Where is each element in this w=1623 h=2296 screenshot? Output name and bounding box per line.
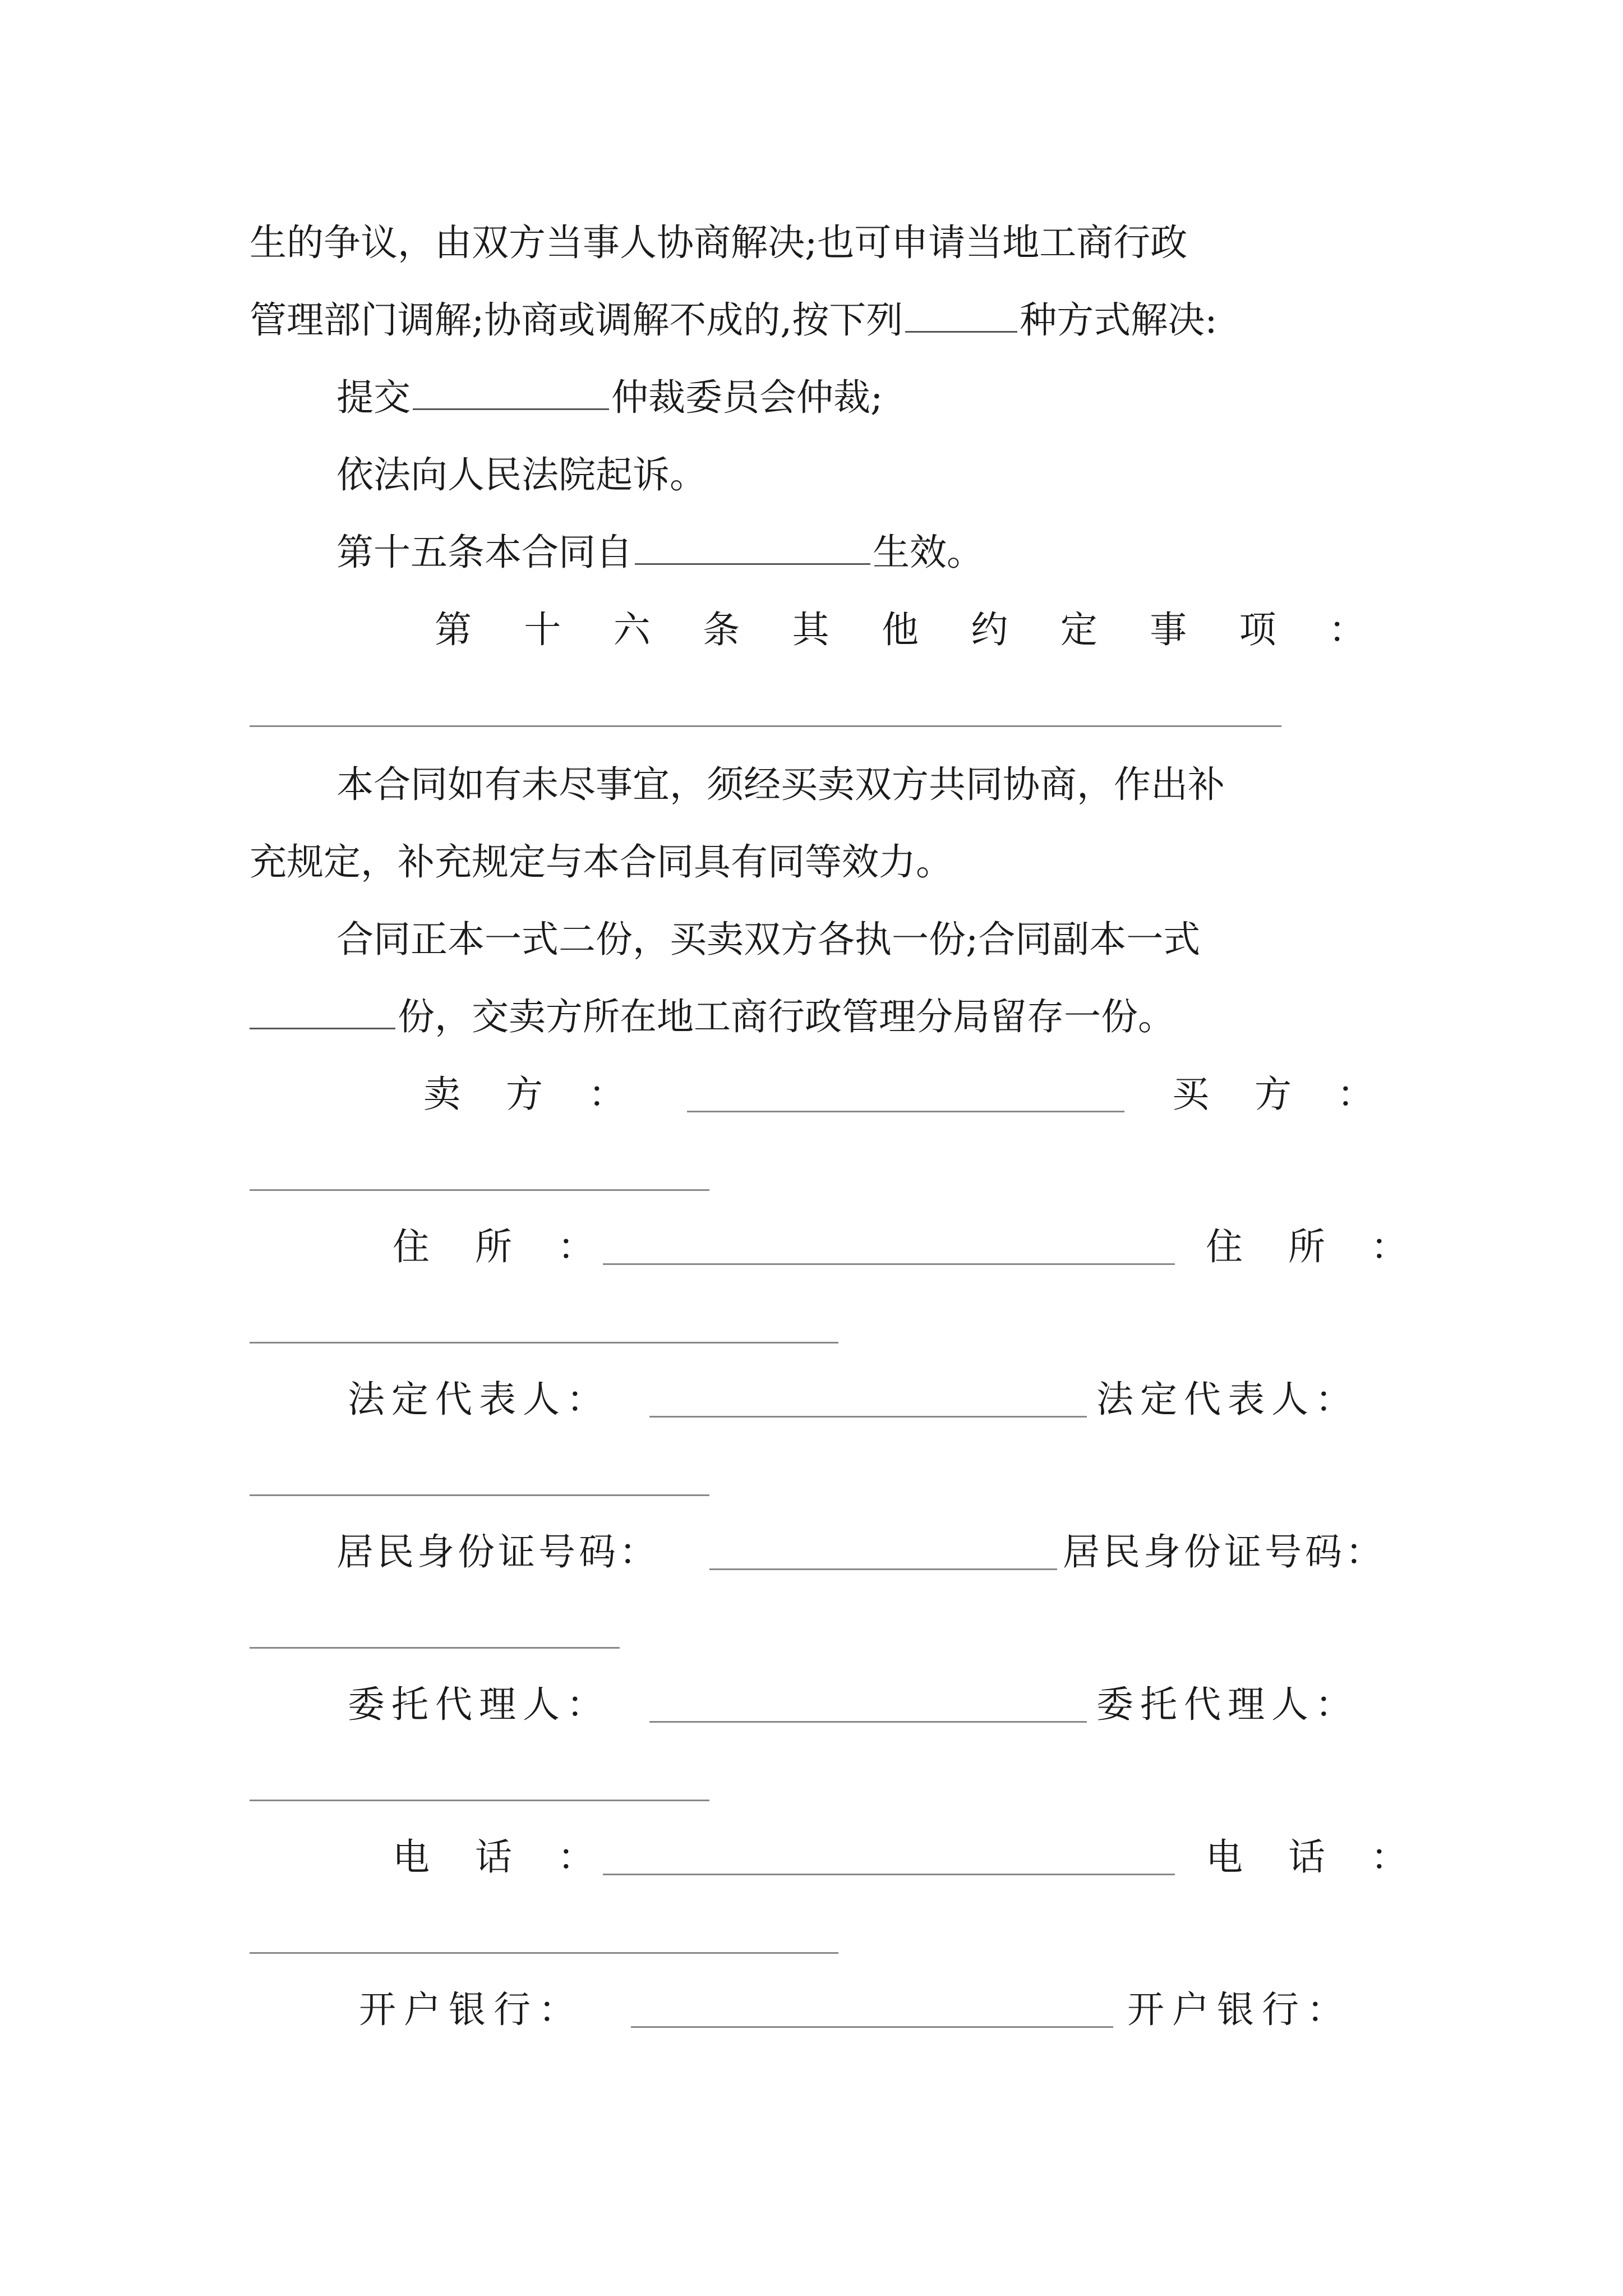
fill-in-blank[interactable] [635,559,870,565]
buyer-id-label: 居民身份证号码： [1063,1530,1386,1573]
text-line: 本合同如有未尽事宜，须经买卖双方共同协商，作出补 [336,763,1225,806]
text-line [336,531,984,574]
buyer-bank-label: 开户银行： [1127,1988,1352,2031]
fill-in-blank[interactable] [250,1023,395,1029]
text-line [250,298,1218,342]
buyer-legal-rep-blank[interactable] [250,1494,709,1496]
buyer-address-label: 住 所 ： [1206,1225,1424,1268]
heading-char: 十 [524,608,561,651]
text-fragment: 种方式解决: [1020,298,1218,342]
seller-blank[interactable] [687,1111,1124,1112]
text-fragment: 份，交卖方所在地工商行政管理分局留存一份。 [398,995,1175,1038]
text-line [336,376,883,419]
buyer-legal-rep-label: 法定代表人： [1096,1378,1359,1421]
buyer-id-blank[interactable] [250,1647,620,1649]
seller-label: 卖 方 ： [423,1073,642,1116]
heading-char: 条 [703,608,740,651]
seller-phone-blank[interactable] [603,1874,1175,1875]
fill-in-blank[interactable] [250,725,1281,727]
text-fragment: 仲裁委员会仲裁; [611,376,883,419]
heading-char: 第 [435,608,472,651]
buyer-agent-blank[interactable] [250,1800,709,1801]
seller-agent-blank[interactable] [649,1721,1087,1723]
heading-char: 事 [1150,608,1187,651]
heading-char: 其 [792,608,829,651]
seller-phone-label: 电 话 ： [393,1835,611,1879]
text-line: 生的争议，由双方当事人协商解决;也可申请当地工商行政 [250,221,1188,264]
text-line: 充规定，补充规定与本合同具有同等效力。 [250,840,953,884]
heading-char: 项 [1239,608,1276,651]
fill-in-blank[interactable] [413,404,609,410]
text-fragment: 管理部门调解;协商或调解不成的,按下列 [250,298,903,342]
seller-address-blank[interactable] [603,1263,1175,1265]
buyer-phone-label: 电 话 ： [1206,1835,1424,1879]
heading-char: 定 [1060,608,1098,651]
buyer-agent-label: 委托代理人： [1096,1683,1359,1726]
seller-bank-blank[interactable] [631,2026,1113,2028]
text-line: 依法向人民法院起诉。 [336,453,707,496]
seller-bank-label: 开户银行： [359,1988,583,2031]
buyer-blank[interactable] [250,1189,709,1191]
seller-address-label: 住 所 ： [393,1225,611,1268]
heading-char: 六 [613,608,651,651]
seller-agent-label: 委托代理人： [348,1683,610,1726]
seller-legal-rep-label: 法定代表人： [348,1378,610,1421]
buyer-phone-blank[interactable] [250,1952,838,1954]
text-fragment: 生效。 [873,531,984,574]
text-fragment: 第十五条本合同自 [336,531,633,574]
text-line: 合同正本一式二份，买卖双方各执一份;合同副本一式 [336,918,1201,961]
seller-legal-rep-blank[interactable] [649,1416,1087,1418]
seller-id-label: 居民身份证号码： [336,1530,660,1573]
buyer-address-blank[interactable] [250,1342,838,1343]
text-fragment: 提交 [336,376,411,419]
text-line [250,995,1175,1038]
buyer-label: 买 方 ： [1172,1073,1391,1116]
heading-char: 他 [881,608,919,651]
article-16-heading [435,608,1366,651]
seller-id-blank[interactable] [709,1568,1057,1570]
heading-char: 约 [971,608,1008,651]
heading-char: ： [1328,608,1366,651]
fill-in-blank[interactable] [905,326,1017,333]
